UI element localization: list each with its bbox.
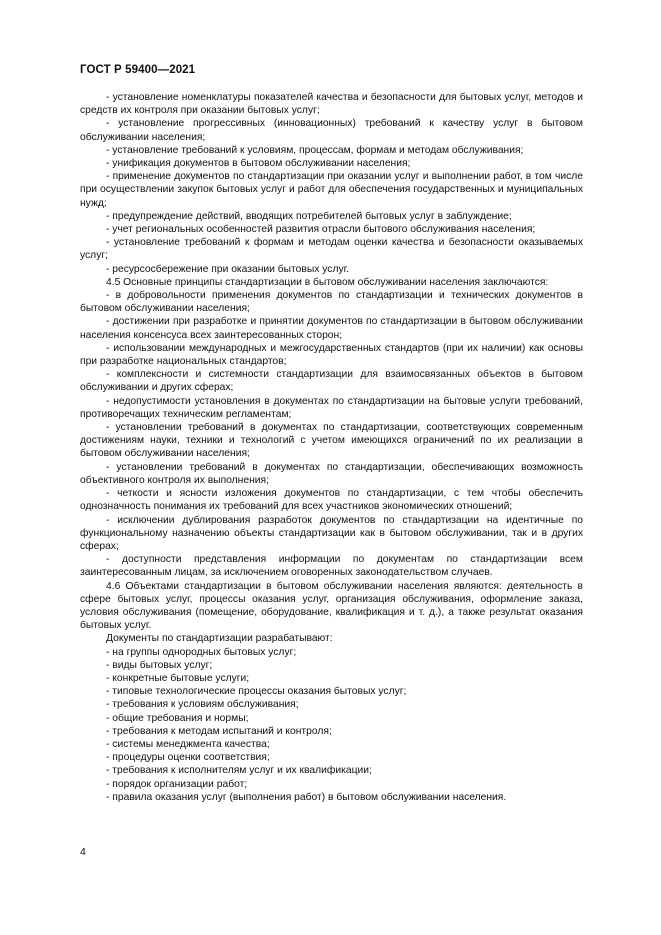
docs-item: - общие требования и нормы; <box>106 712 249 724</box>
tasks-list-item: - ресурсосбережение при оказании бытовых услуг. <box>106 263 349 275</box>
docs-item: - требования к исполнителям услуг и их квалификации; <box>106 765 372 777</box>
tasks-list-item: - установление номенклатуры показателей качества и безопасности для бытовых услуг, методов и средств их контроля при оказании бытовых услуг; <box>80 92 583 117</box>
docs-item: - конкретные бытовые услуги; <box>106 672 250 684</box>
tasks-list-item: - установление требований к условиям, процессам, формам и методам обслуживания; <box>106 144 524 156</box>
principle-item: - четкости и ясности изложения документов по стандартизации, с тем чтобы обеспечить однозначность понимания их требований для всех участников экономических отношений; <box>80 488 583 513</box>
principle-item: - использовании международных и межгосударственных стандартов (при их наличии) как основы при разработке национальных стандартов; <box>80 342 583 368</box>
section-4-5-intro: 4.5 Основные принципы стандартизации в бытовом обслуживании населения заключаются: <box>106 276 549 288</box>
page-number: 4 <box>80 846 86 858</box>
tasks-list-item: - установление прогрессивных (инновационных) требований к качеству услуг в бытовом обслуживании населения; <box>80 118 583 143</box>
docs-item: - требования к методам испытаний и контроля; <box>106 725 332 737</box>
docs-item: - типовые технологические процессы оказания бытовых услуг; <box>106 686 407 698</box>
document-body <box>80 91 583 804</box>
principle-item: - установлении требований в документах по стандартизации, соответствующих современным достижениям науки, техники и технологий с учетом имеющихся ограничений по их реализации в бытовом обслуживании населения; <box>80 422 583 460</box>
principle-item: - комплексности и системности стандартизации для взаимосвязанных объектов в бытовом обслуживании и других сферах; <box>80 369 583 394</box>
tasks-list-item: - учет региональных особенностей развития отрасли бытового обслуживания населения; <box>106 224 536 236</box>
section-4-5 <box>80 276 583 580</box>
docs-item: - правила оказания услуг (выполнения работ) в бытовом обслуживании населения. <box>106 791 507 803</box>
docs-item: - процедуры оценки соответствия; <box>106 752 270 764</box>
principle-item: - достижении при разработке и принятии документов по стандартизации в бытовом обслуживании населения консенсуса всех заинтересованных сторон; <box>80 316 583 341</box>
docs-item: - на группы однородных бытовых услуг; <box>106 646 297 658</box>
tasks-list-item: - установление требований к формам и методам оценки качества и безопасности оказываемых услуг; <box>80 237 583 262</box>
docs-item: - требования к условиям обслуживания; <box>106 699 299 711</box>
tasks-list <box>80 91 583 276</box>
tasks-list-item: - применение документов по стандартизации при оказании услуг и выполнении работ, в том числе при осуществлении закупок бытовых услуг и работ для обеспечения государственных и муниципальных нужд; <box>80 171 583 209</box>
principle-item: - доступности представления информации по документам по стандартизации всем заинтересованным лицам, за исключением оговоренных законодательством случаев. <box>80 554 583 579</box>
tasks-list-item: - унификация документов в бытовом обслуживании населения; <box>106 158 411 170</box>
section-4-6-intro: 4.6 Объектами стандартизации в бытовом обслуживании населения являются: деятельность в сфере бытовых услуг, процессы оказания услуг, организация обслуживания, оформление заказа, условия обслуживания (помещение, оборудование, квалификация и т. д.), а также результат оказания бытовых услуг. <box>80 580 583 632</box>
docs-item: - системы менеджмента качества; <box>106 738 270 750</box>
tasks-list-item: - предупреждение действий, вводящих потребителей бытовых услуг в заблуждение; <box>106 210 512 222</box>
section-4-6 <box>80 580 583 804</box>
principle-item: - недопустимости установления в документах по стандартизации на бытовые услуги требований, противоречащих техническим регламентам; <box>80 395 583 420</box>
docs-intro: Документы по стандартизации разрабатывают: <box>106 633 333 645</box>
principle-item: - исключении дублирования разработок документов по стандартизации на идентичные по функциональному назначению объекты стандартизации как в бытовом обслуживании, так и в других сферах; <box>80 514 583 552</box>
principle-item: - установлении требований в документах по стандартизации, обеспечивающих возможность объективного контроля их выполнения; <box>80 461 583 486</box>
principle-item: - в добровольности применения документов по стандартизации и технических документов в бытовом обслуживании населения; <box>80 290 583 315</box>
docs-item: - порядок организации работ; <box>106 778 248 790</box>
document-header: ГОСТ Р 59400—2021 <box>80 64 196 76</box>
docs-item: - виды бытовых услуг; <box>106 659 213 671</box>
